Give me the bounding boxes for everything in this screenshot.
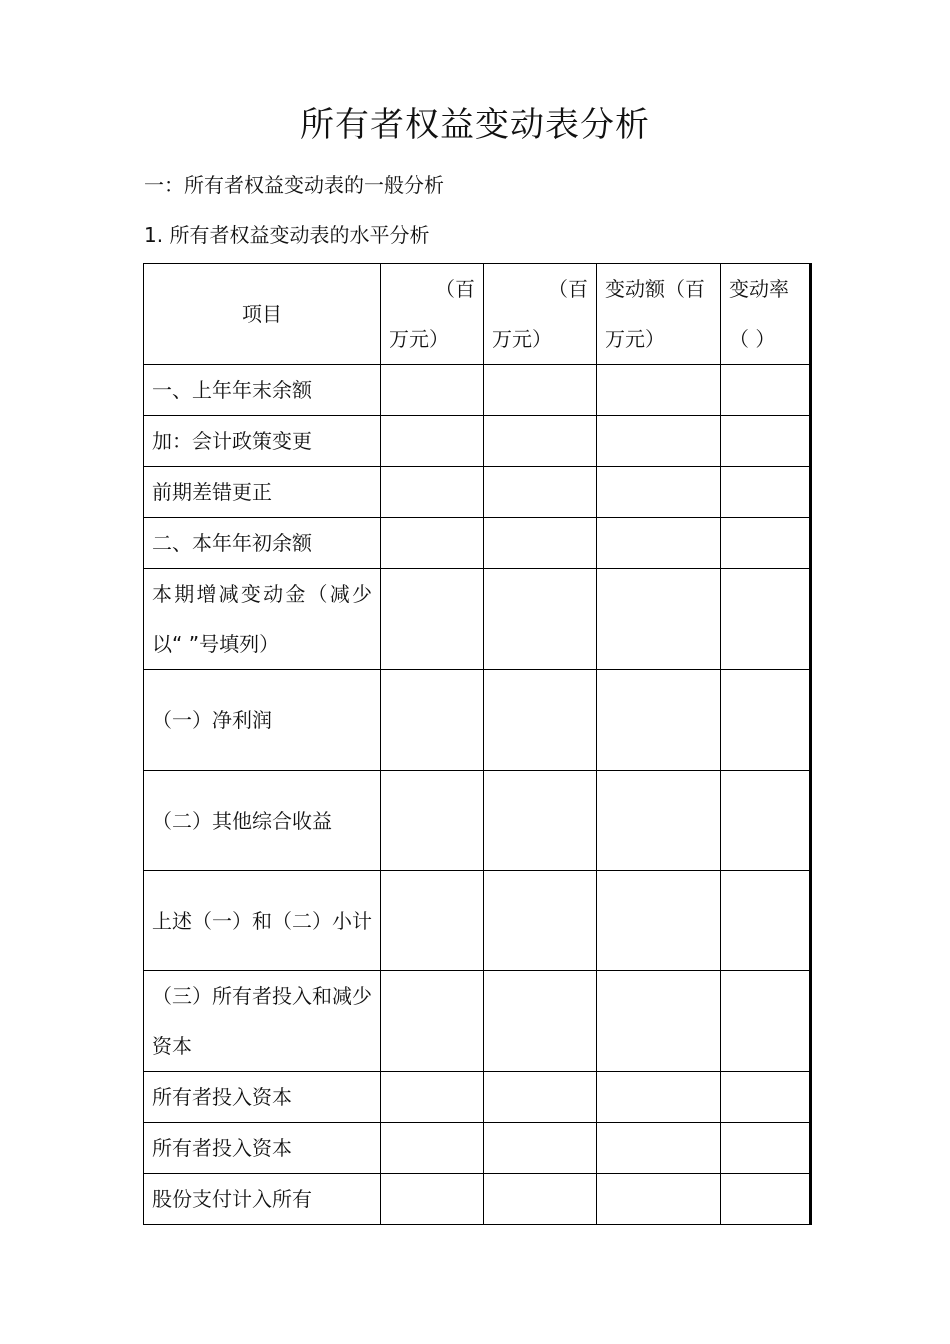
table-cell bbox=[381, 971, 484, 1072]
table-cell bbox=[721, 467, 811, 518]
section-heading-horizontal-analysis: 1. 所有者权益变动表的水平分析 bbox=[144, 223, 430, 247]
table-cell bbox=[381, 416, 484, 467]
table-row bbox=[144, 365, 811, 416]
table-cell bbox=[721, 1072, 811, 1123]
header-change-amount-line-2: 万元） bbox=[605, 327, 665, 351]
table-header-row bbox=[144, 264, 811, 365]
table-cell bbox=[484, 467, 597, 518]
table-cell bbox=[381, 670, 484, 771]
row-label: 加：会计政策变更 bbox=[144, 416, 381, 467]
header-item: 项目 bbox=[144, 264, 381, 365]
table-cell bbox=[381, 871, 484, 971]
table-cell bbox=[721, 971, 811, 1072]
table-cell bbox=[484, 1174, 597, 1225]
row-label: 上述（一）和（二）小计 bbox=[144, 871, 381, 971]
header-change-rate-line-2: （ ） bbox=[729, 327, 776, 351]
table-cell bbox=[597, 1174, 721, 1225]
table-cell bbox=[484, 1123, 597, 1174]
section-heading-general-analysis: 一：所有者权益变动表的一般分析 bbox=[144, 173, 444, 197]
table-cell bbox=[597, 670, 721, 771]
table-row bbox=[144, 518, 811, 569]
table-cell bbox=[381, 1123, 484, 1174]
table-cell bbox=[381, 771, 484, 871]
document-title: 所有者权益变动表分析 bbox=[300, 105, 650, 145]
row-label: 二、本年年初余额 bbox=[144, 518, 381, 569]
table-cell bbox=[597, 365, 721, 416]
table-cell bbox=[597, 871, 721, 971]
table-cell bbox=[721, 771, 811, 871]
table-cell bbox=[381, 1174, 484, 1225]
row-label: 本期增减变动金（减少以“ ”号填列） bbox=[144, 569, 381, 670]
table-row bbox=[144, 1174, 811, 1225]
header-col-1 bbox=[381, 264, 484, 365]
table-row bbox=[144, 1123, 811, 1174]
table-cell bbox=[721, 416, 811, 467]
table-cell bbox=[721, 518, 811, 569]
table-row bbox=[144, 569, 811, 670]
header-col-2-line-1: （百 bbox=[548, 277, 588, 301]
table-cell bbox=[381, 467, 484, 518]
table-cell bbox=[721, 365, 811, 416]
table-cell bbox=[597, 971, 721, 1072]
table-cell bbox=[597, 771, 721, 871]
table-row bbox=[144, 670, 811, 771]
table-cell bbox=[597, 1123, 721, 1174]
table-cell bbox=[381, 1072, 484, 1123]
table-cell bbox=[484, 771, 597, 871]
table-cell bbox=[597, 569, 721, 670]
table-cell bbox=[721, 871, 811, 971]
table-cell bbox=[484, 518, 597, 569]
table-cell bbox=[381, 518, 484, 569]
equity-change-analysis-table bbox=[143, 263, 812, 1225]
header-col-2 bbox=[484, 264, 597, 365]
table-cell bbox=[484, 871, 597, 971]
row-label: 所有者投入资本 bbox=[144, 1072, 381, 1123]
table-cell bbox=[381, 569, 484, 670]
table-cell bbox=[484, 670, 597, 771]
table-row bbox=[144, 871, 811, 971]
row-label: 前期差错更正 bbox=[144, 467, 381, 518]
table-cell bbox=[721, 1123, 811, 1174]
table-cell bbox=[597, 467, 721, 518]
table-cell bbox=[597, 416, 721, 467]
table-cell bbox=[597, 1072, 721, 1123]
row-label: 所有者投入资本 bbox=[144, 1123, 381, 1174]
table-cell bbox=[721, 1174, 811, 1225]
row-label: 股份支付计入所有 bbox=[144, 1174, 381, 1225]
table-row bbox=[144, 416, 811, 467]
table-cell bbox=[484, 1072, 597, 1123]
table-cell bbox=[484, 569, 597, 670]
table-cell bbox=[721, 670, 811, 771]
table-row bbox=[144, 1072, 811, 1123]
table-row bbox=[144, 971, 811, 1072]
table-row bbox=[144, 467, 811, 518]
table-cell bbox=[484, 971, 597, 1072]
header-change-rate bbox=[721, 264, 811, 365]
header-col-1-line-2: 万元） bbox=[389, 327, 449, 351]
row-label: （三）所有者投入和减少资本 bbox=[144, 971, 381, 1072]
row-label: （一）净利润 bbox=[144, 670, 381, 771]
table-cell bbox=[484, 416, 597, 467]
header-col-1-line-1: （百 bbox=[435, 277, 475, 301]
row-label: 一、上年年末余额 bbox=[144, 365, 381, 416]
header-col-2-line-2: 万元） bbox=[492, 327, 552, 351]
header-change-amount-line-1: 变动额（百 bbox=[605, 277, 705, 301]
header-change-rate-line-1: 变动率 bbox=[729, 277, 789, 301]
table-cell bbox=[484, 365, 597, 416]
header-change-amount bbox=[597, 264, 721, 365]
table-row bbox=[144, 771, 811, 871]
table-cell bbox=[721, 569, 811, 670]
row-label: （二）其他综合收益 bbox=[144, 771, 381, 871]
table-cell bbox=[381, 365, 484, 416]
table-cell bbox=[597, 518, 721, 569]
